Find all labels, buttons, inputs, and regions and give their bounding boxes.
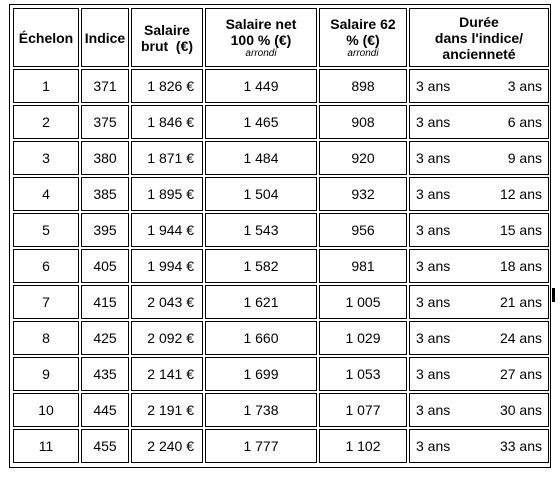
salaire-net-cell: 1 449 [205, 69, 317, 103]
header-duree-line2: dans l'indice/ [434, 29, 524, 46]
header-row [13, 8, 549, 67]
duree-value: 3 ans [416, 78, 451, 94]
salaire-net-cell: 1 699 [205, 357, 317, 391]
duree-value: 3 ans [416, 258, 451, 274]
table-row [13, 177, 549, 211]
salaire-brut-cell: 1 994 € [131, 249, 203, 283]
header-duree-line1: Durée [459, 13, 499, 30]
duree-value: 3 ans [416, 186, 451, 202]
anciennete-value: 12 ans [499, 186, 542, 202]
salaire-62-cell: 908 [319, 105, 407, 139]
duree-cell [409, 249, 549, 283]
table-row [13, 69, 549, 103]
table-row [13, 357, 549, 391]
anciennete-value: 21 ans [499, 294, 542, 310]
duree-cell [409, 393, 549, 427]
duree-value: 3 ans [416, 294, 451, 310]
duree-cell [409, 357, 549, 391]
indice-cell: 455 [81, 429, 129, 463]
duree-value: 3 ans [416, 330, 451, 346]
header-net-sub: arrondi [245, 47, 277, 59]
indice-cell: 425 [81, 321, 129, 355]
table-row [13, 141, 549, 175]
salaire-net-cell: 1 621 [205, 285, 317, 319]
indice-cell: 415 [81, 285, 129, 319]
salaire-62-cell: 1 077 [319, 393, 407, 427]
anciennete-value: 30 ans [499, 402, 542, 418]
indice-cell: 395 [81, 213, 129, 247]
table-row [13, 285, 549, 319]
duree-cell [409, 141, 549, 175]
header-salaire-62 [319, 8, 407, 67]
anciennete-value: 3 ans [507, 78, 542, 94]
salaire-62-cell: 932 [319, 177, 407, 211]
salaire-brut-cell: 1 871 € [131, 141, 203, 175]
duree-cell [409, 105, 549, 139]
indice-cell: 385 [81, 177, 129, 211]
salaire-brut-cell: 2 141 € [131, 357, 203, 391]
header-duree [409, 8, 549, 67]
header-brut-line1: Salaire [144, 21, 190, 38]
indice-cell: 435 [81, 357, 129, 391]
echelon-cell: 3 [13, 141, 79, 175]
indice-cell: 371 [81, 69, 129, 103]
indice-cell: 445 [81, 393, 129, 427]
anciennete-value: 9 ans [507, 150, 542, 166]
salary-grid-table [11, 6, 551, 465]
salaire-62-cell: 1 029 [319, 321, 407, 355]
header-brut-line2: brut (€) [140, 37, 194, 54]
duree-cell [409, 213, 549, 247]
salaire-brut-cell: 1 944 € [131, 213, 203, 247]
duree-cell [409, 429, 549, 463]
echelon-cell: 7 [13, 285, 79, 319]
salaire-net-cell: 1 465 [205, 105, 317, 139]
duree-value: 3 ans [416, 366, 451, 382]
salaire-net-cell: 1 582 [205, 249, 317, 283]
duree-cell [409, 69, 549, 103]
header-salaire-net [205, 8, 317, 67]
duree-cell [409, 321, 549, 355]
echelon-cell: 10 [13, 393, 79, 427]
salaire-62-cell: 981 [319, 249, 407, 283]
table-row [13, 429, 549, 463]
salaire-62-cell: 956 [319, 213, 407, 247]
indice-cell: 375 [81, 105, 129, 139]
duree-cell [409, 285, 549, 319]
salaire-brut-cell: 1 826 € [131, 69, 203, 103]
salaire-brut-cell: 2 092 € [131, 321, 203, 355]
anciennete-value: 15 ans [499, 222, 542, 238]
table-row [13, 213, 549, 247]
salaire-brut-cell: 1 846 € [131, 105, 203, 139]
header-salaire-brut [131, 8, 203, 67]
salaire-net-cell: 1 660 [205, 321, 317, 355]
salaire-62-cell: 920 [319, 141, 407, 175]
anciennete-value: 18 ans [499, 258, 542, 274]
salaire-net-cell: 1 504 [205, 177, 317, 211]
anciennete-value: 24 ans [499, 330, 542, 346]
salaire-62-cell: 898 [319, 69, 407, 103]
salaire-brut-cell: 2 043 € [131, 285, 203, 319]
side-marker [552, 288, 555, 302]
echelon-cell: 11 [13, 429, 79, 463]
table-row [13, 393, 549, 427]
header-duree-line3: ancienneté [442, 45, 516, 62]
indice-cell: 380 [81, 141, 129, 175]
echelon-cell: 4 [13, 177, 79, 211]
header-indice [81, 8, 129, 67]
header-s62-line2: % (€) [346, 31, 380, 48]
salaire-62-cell: 1 102 [319, 429, 407, 463]
duree-value: 3 ans [416, 114, 451, 130]
duree-value: 3 ans [416, 150, 451, 166]
header-s62-line1: Salaire 62 [330, 15, 396, 32]
salaire-net-cell: 1 777 [205, 429, 317, 463]
header-echelon [13, 8, 79, 67]
anciennete-value: 27 ans [499, 366, 542, 382]
salaire-62-cell: 1 053 [319, 357, 407, 391]
salaire-net-cell: 1 738 [205, 393, 317, 427]
duree-cell [409, 177, 549, 211]
salaire-net-cell: 1 484 [205, 141, 317, 175]
echelon-cell: 1 [13, 69, 79, 103]
duree-value: 3 ans [416, 402, 451, 418]
echelon-cell: 5 [13, 213, 79, 247]
header-echelon-label: Échelon [18, 29, 74, 46]
salaire-net-cell: 1 543 [205, 213, 317, 247]
salaire-62-cell: 1 005 [319, 285, 407, 319]
table-row [13, 249, 549, 283]
echelon-cell: 6 [13, 249, 79, 283]
duree-value: 3 ans [416, 222, 451, 238]
echelon-cell: 8 [13, 321, 79, 355]
header-net-line1: Salaire net [225, 15, 297, 32]
echelon-cell: 2 [13, 105, 79, 139]
table-row [13, 105, 549, 139]
table-row [13, 321, 549, 355]
echelon-cell: 9 [13, 357, 79, 391]
salaire-brut-cell: 2 191 € [131, 393, 203, 427]
salaire-brut-cell: 2 240 € [131, 429, 203, 463]
anciennete-value: 33 ans [499, 438, 542, 454]
duree-value: 3 ans [416, 438, 451, 454]
anciennete-value: 6 ans [507, 114, 542, 130]
header-s62-sub: arrondi [347, 47, 379, 59]
header-net-line2: 100 % (€) [230, 31, 292, 48]
indice-cell: 405 [81, 249, 129, 283]
salaire-brut-cell: 1 895 € [131, 177, 203, 211]
header-indice-label: Indice [84, 29, 126, 46]
